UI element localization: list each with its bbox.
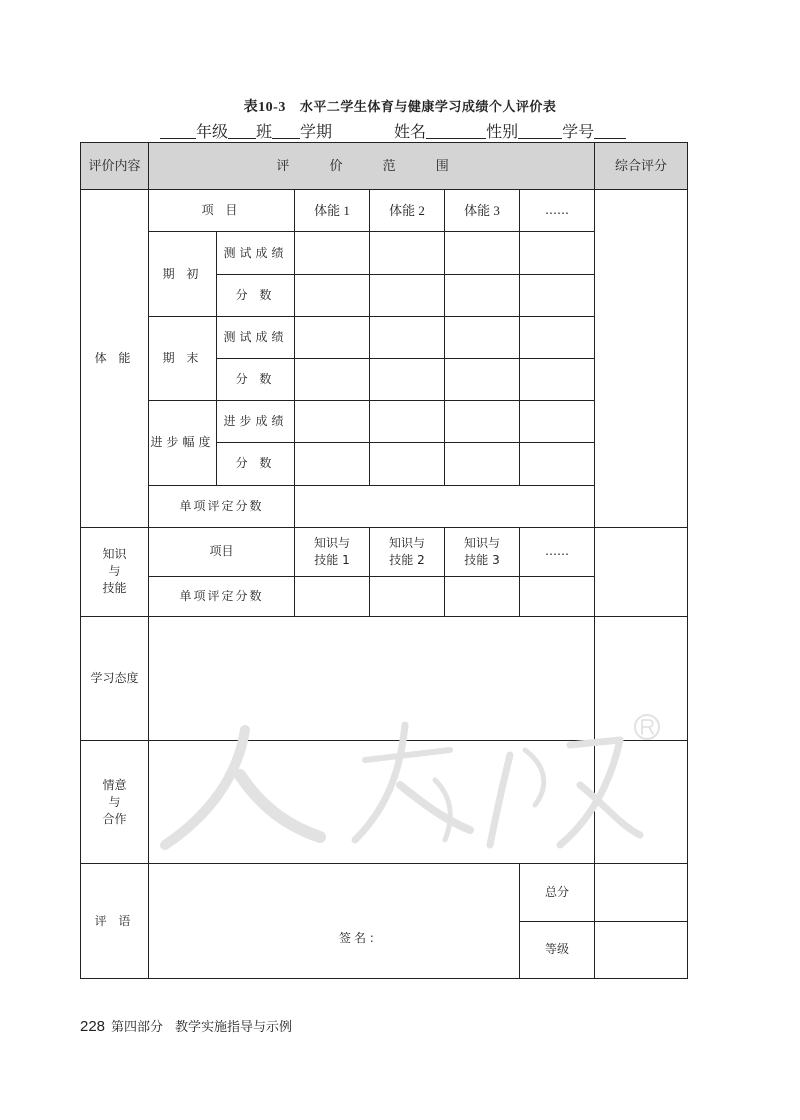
input-cell[interactable] bbox=[295, 443, 370, 485]
evaluation-table bbox=[80, 142, 688, 979]
input-cell[interactable] bbox=[520, 358, 595, 400]
comment-label: 评 语 bbox=[81, 864, 149, 979]
knowledge-single-score-label: 单项评定分数 bbox=[149, 576, 295, 616]
footer-section: 第四部分 bbox=[111, 1020, 164, 1035]
fitness-item-label: 项 目 bbox=[149, 190, 295, 232]
input-cell[interactable] bbox=[295, 401, 370, 443]
knowledge-col-line: 知识与 bbox=[313, 535, 350, 550]
student-info-line bbox=[160, 119, 626, 142]
knowledge-col-2 bbox=[370, 527, 445, 576]
row-label: 测试成绩 bbox=[217, 232, 295, 274]
knowledge-item-row bbox=[81, 527, 688, 576]
page-footer bbox=[80, 1016, 292, 1035]
total-label: 总分 bbox=[520, 864, 595, 921]
input-cell[interactable] bbox=[370, 232, 445, 274]
attitude-label: 学习态度 bbox=[81, 617, 149, 741]
input-cell[interactable] bbox=[520, 316, 595, 358]
input-cell[interactable] bbox=[445, 316, 520, 358]
input-cell[interactable] bbox=[520, 576, 595, 616]
attitude-row bbox=[81, 617, 688, 741]
input-cell[interactable] bbox=[520, 401, 595, 443]
term-label: 学期 bbox=[300, 122, 333, 141]
class-blank[interactable] bbox=[228, 123, 256, 139]
table-title-text: 水平二学生体育与健康学习成绩个人评价表 bbox=[299, 100, 557, 115]
table-number: 表10-3 bbox=[243, 100, 286, 115]
fitness-overall-cell[interactable] bbox=[595, 190, 688, 528]
group-progress-label: 进步幅度 bbox=[149, 401, 217, 485]
fitness-item-row bbox=[81, 190, 688, 232]
name-blank[interactable] bbox=[426, 123, 486, 139]
input-cell[interactable] bbox=[520, 232, 595, 274]
header-content: 评价内容 bbox=[81, 143, 149, 190]
input-cell[interactable] bbox=[445, 576, 520, 616]
row-label: 测试成绩 bbox=[217, 316, 295, 358]
input-cell[interactable] bbox=[370, 316, 445, 358]
input-cell[interactable] bbox=[295, 232, 370, 274]
emotion-row bbox=[81, 740, 688, 864]
header-range: 评 价 范 围 bbox=[149, 143, 595, 190]
signature-label: 签名： bbox=[339, 931, 385, 946]
fitness-col-1: 体能 1 bbox=[295, 190, 370, 232]
student-id-blank[interactable] bbox=[594, 123, 626, 139]
footer-chapter: 教学实施指导与示例 bbox=[175, 1020, 293, 1035]
header-row bbox=[81, 143, 688, 190]
gender-blank[interactable] bbox=[518, 123, 562, 139]
row-label: 分 数 bbox=[217, 358, 295, 400]
attitude-cell[interactable] bbox=[149, 617, 595, 741]
knowledge-col-more: …… bbox=[520, 527, 595, 576]
input-cell[interactable] bbox=[520, 443, 595, 485]
input-cell[interactable] bbox=[370, 576, 445, 616]
knowledge-col-1 bbox=[295, 527, 370, 576]
input-cell[interactable] bbox=[295, 274, 370, 316]
grade-label: 年级 bbox=[196, 122, 229, 141]
level-cell[interactable] bbox=[595, 921, 688, 978]
fitness-col-2: 体能 2 bbox=[370, 190, 445, 232]
comment-row bbox=[81, 864, 688, 921]
input-cell[interactable] bbox=[370, 401, 445, 443]
input-cell[interactable] bbox=[295, 358, 370, 400]
input-cell[interactable] bbox=[520, 274, 595, 316]
row-label: 进步成绩 bbox=[217, 401, 295, 443]
knowledge-col-line: 知识与 bbox=[388, 535, 425, 550]
knowledge-col-3 bbox=[445, 527, 520, 576]
knowledge-label bbox=[81, 527, 149, 616]
row-label: 分 数 bbox=[217, 274, 295, 316]
emotion-cell[interactable] bbox=[149, 740, 595, 864]
knowledge-col-line: 技能 3 bbox=[464, 552, 500, 567]
knowledge-col-line: 技能 1 bbox=[314, 552, 350, 567]
input-cell[interactable] bbox=[370, 358, 445, 400]
input-cell[interactable] bbox=[370, 274, 445, 316]
comment-cell[interactable] bbox=[149, 864, 520, 979]
input-cell[interactable] bbox=[445, 443, 520, 485]
fitness-col-3: 体能 3 bbox=[445, 190, 520, 232]
input-cell[interactable] bbox=[445, 274, 520, 316]
group-end-label: 期 末 bbox=[149, 316, 217, 400]
header-overall: 综合评分 bbox=[595, 143, 688, 190]
input-cell[interactable] bbox=[445, 401, 520, 443]
fitness-single-score-label: 单项评定分数 bbox=[149, 485, 295, 527]
page-number: 228 bbox=[80, 1018, 106, 1035]
emotion-label-line: 与 bbox=[108, 794, 121, 809]
fitness-single-score-cell[interactable] bbox=[295, 485, 595, 527]
name-label: 姓名 bbox=[394, 122, 427, 141]
grade-blank[interactable] bbox=[160, 123, 196, 139]
row-label: 分 数 bbox=[217, 443, 295, 485]
input-cell[interactable] bbox=[295, 576, 370, 616]
emotion-label bbox=[81, 740, 149, 864]
knowledge-overall-cell[interactable] bbox=[595, 527, 688, 616]
class-label: 班 bbox=[256, 122, 273, 141]
emotion-label-line: 情意 bbox=[102, 777, 127, 792]
knowledge-label-line: 与 bbox=[108, 564, 121, 579]
student-id-label: 学号 bbox=[562, 122, 595, 141]
knowledge-label-line: 知识 bbox=[102, 547, 127, 562]
knowledge-item-label: 项目 bbox=[149, 527, 295, 576]
emotion-overall-cell[interactable] bbox=[595, 740, 688, 864]
group-start-label: 期 初 bbox=[149, 232, 217, 316]
gender-label: 性别 bbox=[486, 122, 519, 141]
level-label: 等级 bbox=[520, 921, 595, 978]
knowledge-col-line: 知识与 bbox=[463, 535, 500, 550]
input-cell[interactable] bbox=[370, 443, 445, 485]
input-cell[interactable] bbox=[445, 358, 520, 400]
attitude-overall-cell[interactable] bbox=[595, 617, 688, 741]
knowledge-label-line: 技能 bbox=[102, 581, 127, 596]
term-blank[interactable] bbox=[272, 123, 300, 139]
table-title bbox=[0, 96, 800, 116]
total-cell[interactable] bbox=[595, 864, 688, 921]
input-cell[interactable] bbox=[295, 316, 370, 358]
input-cell[interactable] bbox=[445, 232, 520, 274]
fitness-label: 体 能 bbox=[81, 190, 149, 528]
fitness-col-more: …… bbox=[520, 190, 595, 232]
emotion-label-line: 合作 bbox=[102, 811, 127, 826]
knowledge-col-line: 技能 2 bbox=[389, 552, 425, 567]
